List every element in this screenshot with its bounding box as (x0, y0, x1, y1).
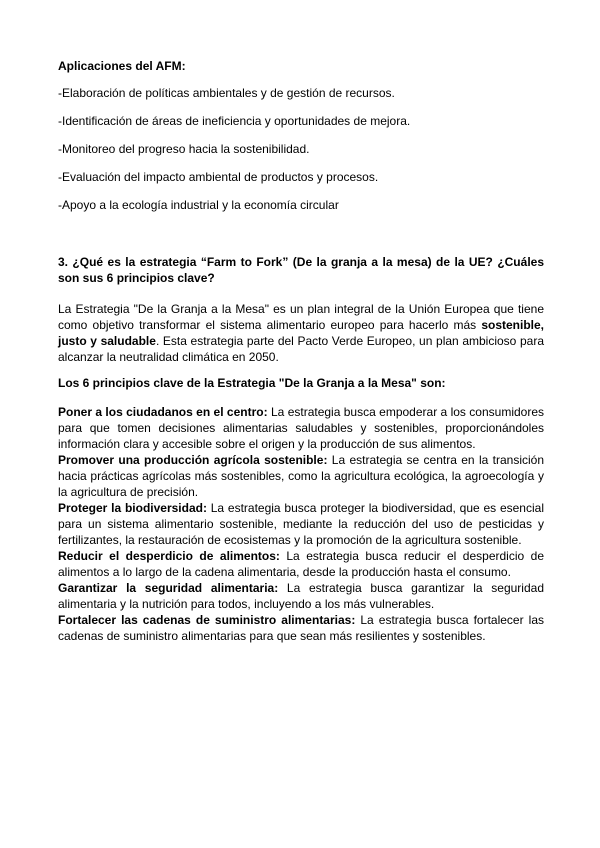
principle-item (58, 452, 544, 500)
principle-text: La estrategia busca garantizar la seguridad alimentaria y la nutrición para todos, incluyendo a los más vulnerables. (58, 581, 544, 611)
principle-item (58, 548, 544, 580)
principle-title: Poner a los ciudadanos en el centro: (58, 405, 268, 419)
principle-text: La estrategia busca proteger la biodiversidad, que es esencial para un sistema alimentario sostenible, mediante la reducción del uso de pesticidas y fertilizantes, la restauración de ecosistemas y la promoción de la agricultura sostenible. (58, 501, 544, 547)
principle-title: Proteger la biodiversidad: (58, 501, 207, 515)
principle-item (58, 404, 544, 452)
principle-title: Garantizar la seguridad alimentaria: (58, 581, 279, 595)
question-heading: 3. ¿Qué es la estrategia “Farm to Fork” (De la granja a la mesa) de la UE? ¿Cuáles son sus 6 principios clave? (58, 255, 544, 285)
principle-text: La estrategia busca empoderar a los consumidores para que tomen decisiones alimentarias saludables y sostenibles, proporcionándoles información clara y accesible sobre el origen y la producción de sus alimentos. (58, 405, 545, 451)
intro-text-start: La Estrategia "De la Granja a la Mesa" es un plan integral de la Unión Europea que tiene como objetivo transformar el sistema alimentario europeo para hacerlo más (58, 302, 544, 332)
principles-heading: Los 6 principios clave de la Estrategia "De la Granja a la Mesa" son: (58, 376, 446, 390)
intro-paragraph (58, 301, 544, 365)
afm-list-item: -Identificación de áreas de ineficiencia y oportunidades de mejora. (58, 114, 411, 128)
afm-heading: Aplicaciones del AFM: (58, 59, 186, 73)
principle-text: La estrategia se centra en la transición hacia prácticas agrícolas más sostenibles, como la agricultura ecológica, la agroecología y la agricultura de precisión. (58, 453, 544, 499)
principle-title: Reducir el desperdicio de alimentos: (58, 549, 280, 563)
afm-list-item: -Apoyo a la ecología industrial y la economía circular (58, 198, 339, 212)
intro-text-end: . Esta estrategia parte del Pacto Verde Europeo, un plan ambicioso para alcanzar la neutralidad climática en 2050. (58, 334, 544, 364)
principle-item (58, 612, 544, 644)
afm-list-item: -Evaluación del impacto ambiental de productos y procesos. (58, 170, 379, 184)
principle-title: Fortalecer las cadenas de suministro alimentarias: (58, 613, 356, 627)
afm-list-item: -Monitoreo del progreso hacia la sostenibilidad. (58, 142, 310, 156)
principle-text: La estrategia busca reducir el desperdicio de alimentos a lo largo de la cadena alimentaria, desde la producción hasta el consumo. (58, 549, 544, 579)
afm-list-item: -Elaboración de políticas ambientales y de gestión de recursos. (58, 86, 395, 100)
principle-title: Promover una producción agrícola sostenible: (58, 453, 328, 467)
principle-text: La estrategia busca fortalecer las cadenas de suministro alimentarias para que sean más resilientes y sostenibles. (58, 613, 544, 643)
principle-item (58, 500, 544, 548)
principle-item (58, 580, 544, 612)
intro-bold-text: sostenible, justo y saludable (58, 318, 544, 348)
principles-list (58, 404, 544, 644)
